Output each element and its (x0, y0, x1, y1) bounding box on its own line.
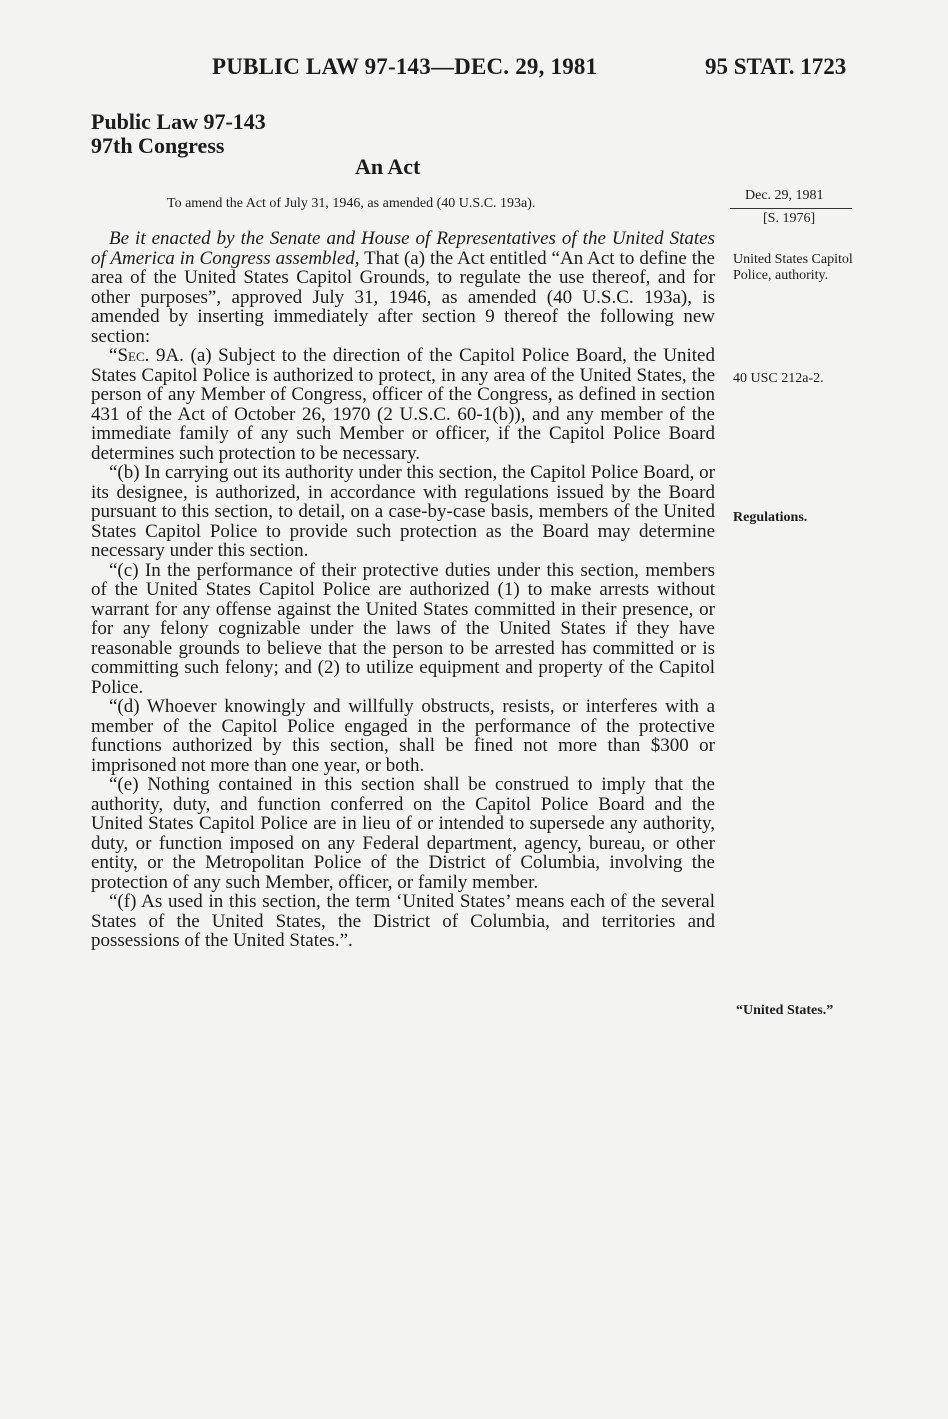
section-9a-f: “(f) As used in this section, the term ‘United States’ means each of the several States of the United States, the District of Columbia, and territories and possessions of the United States.”. (91, 891, 715, 951)
margin-bill-number: [S. 1976] (763, 211, 816, 226)
running-title: PUBLIC LAW 97-143—DEC. 29, 1981 (212, 54, 598, 79)
section-9a-a-text: . 9A. (a) Subject to the direction of the Capitol Police Board, the United States Capitol Police is authorized to protect, in any area of the United States, the person of any Member of Congress, officer of the Congress, as defined in section 431 of the Act of October 26, 1970 (2 U.S.C. 60-1(b)), and any member of the immediate family of any such Member or officer, if the Capitol Police Board determines such protection to be necessary. (91, 345, 715, 464)
law-identifier (91, 110, 266, 158)
section-label: Sec (117, 345, 145, 366)
act-title: An Act (355, 154, 421, 179)
law-number: Public Law 97-143 (91, 109, 266, 134)
section-9a-b: “(b) In carrying out its authority under this section, the Capitol Police Board, or its designee, is authorized, in accordance with regulations issued by the Board pursuant to this section, to detail, on a case-by-case basis, members of the United States Capitol Police to provide such protection as the Board may determine necessary under this section. (91, 462, 715, 561)
margin-note-regulations: Regulations. (733, 510, 808, 525)
margin-date: Dec. 29, 1981 (745, 188, 824, 203)
section-9a-a (91, 346, 715, 463)
enacting-clause: Be it enacted by the Senate and House of Representatives of the United States of America in Congress assembled, (91, 228, 715, 269)
margin-note-definition: “United States.” (736, 1003, 834, 1018)
margin-note-authority: United States Capitol Police, authority. (733, 252, 853, 283)
margin-note-usc-citation: 40 USC 212a-2. (733, 371, 824, 386)
statute-reference: 95 STAT. 1723 (705, 54, 847, 79)
section-9a-e: “(e) Nothing contained in this section shall be construed to imply that the authority, duty, and function conferred on the Capitol Police Board and the United States Capitol Police are in lieu of or intended to supersede any authority, duty, or function imposed on any Federal department, agency, bureau, or other entity, or the Metropolitan Police of the District of Columbia, involving the protection of any such Member, officer, or family member. (91, 774, 715, 893)
act-purpose: To amend the Act of July 31, 1946, as amended (40 U.S.C. 193a). (167, 196, 536, 211)
section-9a-c: “(c) In the performance of their protective duties under this section, members of the United States Capitol Police are authorized (1) to make arrests without warrant for any offense against the United States committed in their presence, or for any felony cognizable under the laws of the United States if they have reasonable grounds to believe that the person to be arrested has committed or is committing such felony; and (2) to utilize equipment and property of the Capitol Police. (91, 559, 715, 698)
act-body (91, 229, 715, 951)
intro-text: That (a) the Act entitled “An Act to define the area of the United States Capitol Grounds, to regulate the use thereof, and for other purposes”, approved July 31, 1946, as amended (40 U.S.C. 193a), is amended by inserting immediately after section 9 thereof the following new section: (91, 247, 715, 347)
enacting-paragraph (91, 229, 715, 346)
congress-number: 97th Congress (91, 133, 225, 158)
quote-mark: “ (109, 345, 118, 366)
margin-divider (730, 208, 852, 209)
section-9a-d: “(d) Whoever knowingly and willfully obstructs, resists, or interferes with a member of the Capitol Police engaged in the performance of the protective functions authorized by this section, shall be fined not more than $300 or imprisoned not more than one year, or both. (91, 696, 715, 776)
